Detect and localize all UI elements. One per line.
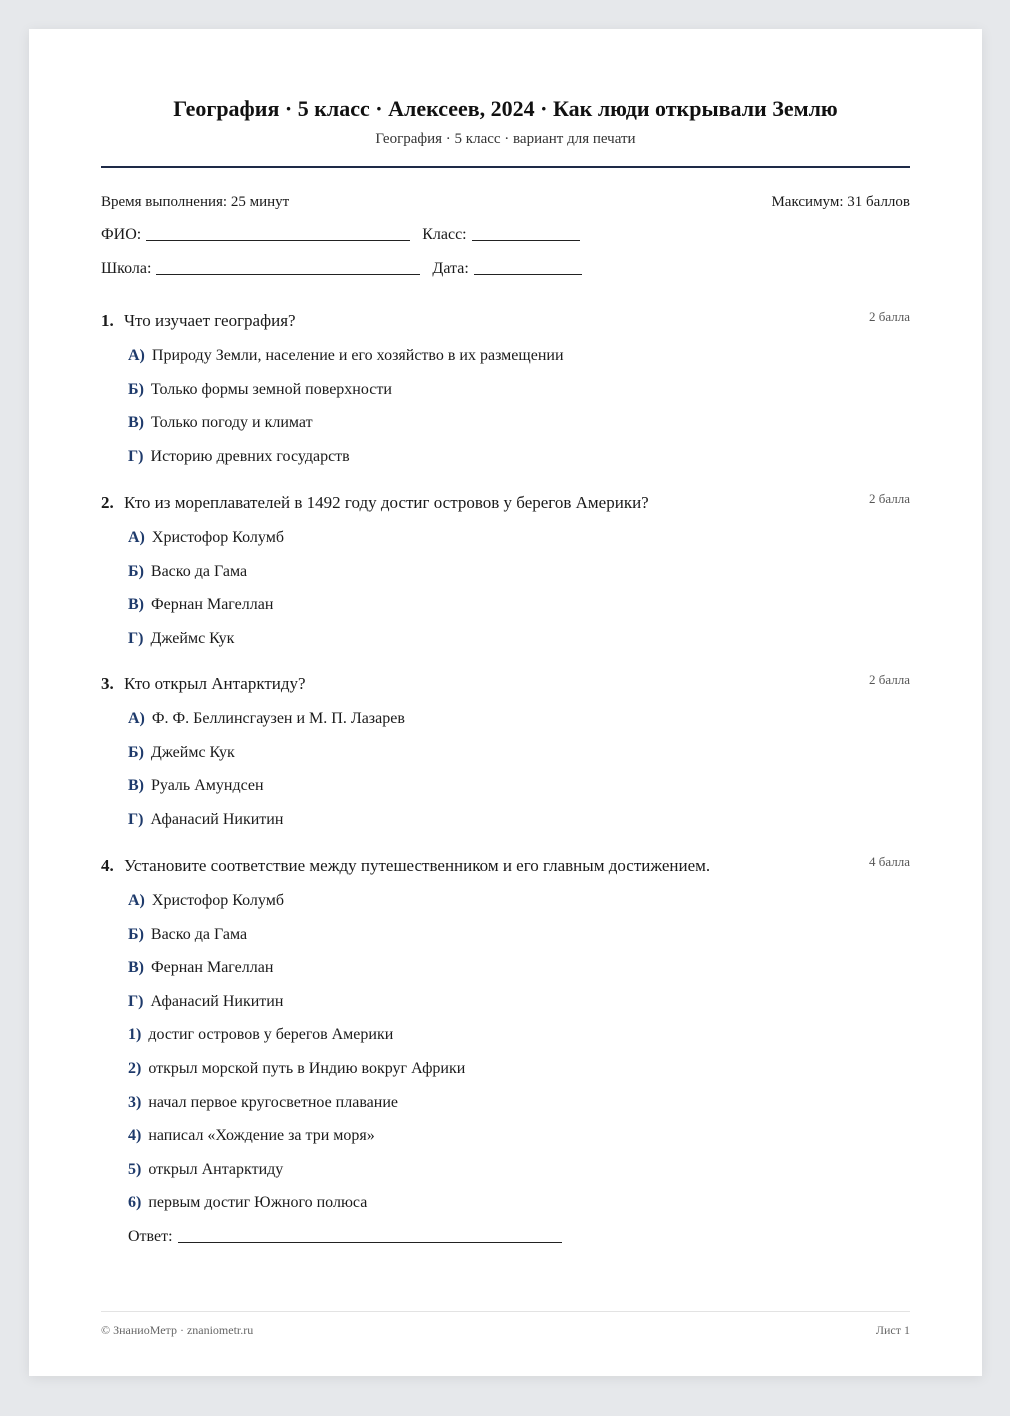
header-divider bbox=[101, 166, 910, 168]
question-number: 4. bbox=[101, 856, 114, 875]
match-item[interactable] bbox=[128, 1025, 937, 1045]
option-key: 2) bbox=[128, 1059, 142, 1077]
option-item[interactable] bbox=[128, 925, 937, 945]
question-header bbox=[101, 855, 910, 877]
option-text: написал «Хождение за три моря» bbox=[148, 1127, 375, 1145]
question-text: Кто открыл Антарктиду? bbox=[124, 674, 306, 693]
option-item[interactable] bbox=[128, 528, 937, 548]
question-points: 2 балла bbox=[869, 309, 910, 324]
option-item[interactable] bbox=[128, 810, 937, 830]
option-text: Историю древних государств bbox=[150, 447, 350, 465]
option-item[interactable] bbox=[128, 776, 937, 796]
option-text: Васко да Гама bbox=[150, 925, 248, 943]
option-key: В) bbox=[128, 777, 144, 795]
name-field[interactable] bbox=[146, 239, 410, 241]
answer-label: Ответ: bbox=[128, 1227, 173, 1245]
option-key: Г) bbox=[128, 992, 144, 1010]
match-item[interactable] bbox=[128, 1160, 937, 1180]
option-text: Фернан Магеллан bbox=[151, 596, 274, 614]
question-header bbox=[101, 310, 910, 332]
option-text: Джеймс Кук bbox=[150, 629, 235, 647]
page-title: География · 5 класс · Алексеев, 2024 · Как люди открывали Землю bbox=[173, 96, 838, 121]
question-number: 3. bbox=[101, 674, 114, 693]
option-item[interactable] bbox=[128, 958, 937, 978]
option-item[interactable] bbox=[128, 891, 937, 911]
option-text: Афанасий Никитин bbox=[150, 992, 284, 1010]
question-header bbox=[101, 673, 910, 695]
question-text: Установите соответствие между путешественником и его главным достижением. bbox=[124, 856, 711, 875]
worksheet-page bbox=[29, 29, 982, 1376]
option-key: 3) bbox=[128, 1093, 142, 1111]
options-list bbox=[101, 346, 910, 467]
option-key: А) bbox=[128, 710, 145, 727]
option-text: начал первое кругосветное плавание bbox=[148, 1093, 398, 1111]
option-text: Христофор Колумб bbox=[151, 892, 284, 909]
question-points: 2 балла bbox=[869, 672, 910, 687]
option-item[interactable] bbox=[128, 992, 937, 1012]
date-field[interactable] bbox=[474, 273, 582, 275]
school-date-row bbox=[101, 259, 910, 279]
option-item[interactable] bbox=[128, 447, 937, 467]
options-list bbox=[101, 528, 910, 649]
option-text: Только формы земной поверхности bbox=[150, 380, 392, 398]
question-header bbox=[101, 492, 910, 514]
option-text: Васко да Гама bbox=[150, 562, 248, 580]
options-list bbox=[101, 891, 910, 1247]
match-item[interactable] bbox=[128, 1126, 937, 1146]
option-text: Фернан Магеллан bbox=[151, 959, 274, 977]
footer-divider bbox=[101, 1311, 910, 1312]
options-list bbox=[101, 709, 910, 830]
option-key: Б) bbox=[128, 380, 144, 398]
option-key: Б) bbox=[128, 743, 144, 761]
match-item[interactable] bbox=[128, 1193, 937, 1213]
school-label: Школа: bbox=[101, 260, 152, 277]
option-key: В) bbox=[128, 596, 144, 614]
class-field[interactable] bbox=[472, 239, 580, 241]
option-item[interactable] bbox=[128, 629, 937, 649]
option-text: первым достиг Южного полюса bbox=[148, 1194, 368, 1212]
question-number: 1. bbox=[101, 311, 114, 330]
option-item[interactable] bbox=[128, 709, 937, 729]
option-key: Б) bbox=[128, 925, 144, 943]
question-2 bbox=[101, 492, 910, 649]
option-key: А) bbox=[128, 347, 145, 364]
question-number: 2. bbox=[101, 493, 114, 512]
question-4 bbox=[101, 855, 910, 1247]
match-item[interactable] bbox=[128, 1059, 937, 1079]
question-1 bbox=[101, 310, 910, 467]
option-key: В) bbox=[128, 959, 144, 977]
option-item[interactable] bbox=[128, 562, 937, 582]
option-text: открыл Антарктиду bbox=[148, 1160, 284, 1178]
option-text: Руаль Амундсен bbox=[151, 777, 264, 795]
time-limit: Время выполнения: 25 минут bbox=[101, 194, 290, 210]
question-3 bbox=[101, 673, 910, 830]
footer-copyright: © ЗнаниоМетр · znaniometr.ru bbox=[101, 1323, 254, 1337]
option-text: Джеймс Кук bbox=[150, 743, 235, 761]
option-text: достиг островов у берегов Америки bbox=[148, 1026, 394, 1044]
page-subtitle: География · 5 класс · вариант для печати bbox=[375, 131, 636, 147]
option-key: А) bbox=[128, 529, 145, 546]
max-score: Максимум: 31 баллов bbox=[771, 194, 910, 210]
option-item[interactable] bbox=[128, 346, 937, 366]
option-item[interactable] bbox=[128, 413, 937, 433]
answer-row bbox=[128, 1227, 937, 1247]
option-key: Г) bbox=[128, 629, 144, 647]
option-key: 5) bbox=[128, 1160, 142, 1178]
option-key: Г) bbox=[128, 447, 144, 465]
class-label: Класс: bbox=[422, 226, 467, 243]
option-key: А) bbox=[128, 892, 145, 909]
option-text: Природу Земли, население и его хозяйство в их размещении bbox=[151, 347, 564, 364]
question-text: Кто из мореплавателей в 1492 году достиг островов у берегов Америки? bbox=[124, 493, 649, 512]
option-key: В) bbox=[128, 414, 144, 432]
question-points: 4 балла bbox=[869, 854, 910, 869]
option-item[interactable] bbox=[128, 595, 937, 615]
question-text: Что изучает география? bbox=[124, 311, 296, 330]
name-label: ФИО: bbox=[101, 226, 142, 243]
option-text: Ф. Ф. Беллинсгаузен и М. П. Лазарев bbox=[151, 710, 405, 727]
option-key: Г) bbox=[128, 810, 144, 828]
match-item[interactable] bbox=[128, 1093, 937, 1113]
option-text: Афанасий Никитин bbox=[150, 810, 284, 828]
option-item[interactable] bbox=[128, 743, 937, 763]
option-key: 6) bbox=[128, 1194, 142, 1212]
school-field[interactable] bbox=[156, 273, 420, 275]
option-key: 4) bbox=[128, 1127, 142, 1145]
name-class-row bbox=[101, 225, 910, 245]
option-key: Б) bbox=[128, 562, 144, 580]
option-item[interactable] bbox=[128, 380, 937, 400]
footer-page-number: Лист 1 bbox=[875, 1323, 910, 1337]
question-points: 2 балла bbox=[869, 491, 910, 506]
answer-field[interactable] bbox=[178, 1241, 562, 1243]
option-text: открыл морской путь в Индию вокруг Африки bbox=[148, 1059, 466, 1077]
option-text: Христофор Колумб bbox=[151, 529, 284, 546]
date-label: Дата: bbox=[432, 260, 469, 277]
option-text: Только погоду и климат bbox=[151, 414, 313, 432]
option-key: 1) bbox=[128, 1026, 142, 1044]
